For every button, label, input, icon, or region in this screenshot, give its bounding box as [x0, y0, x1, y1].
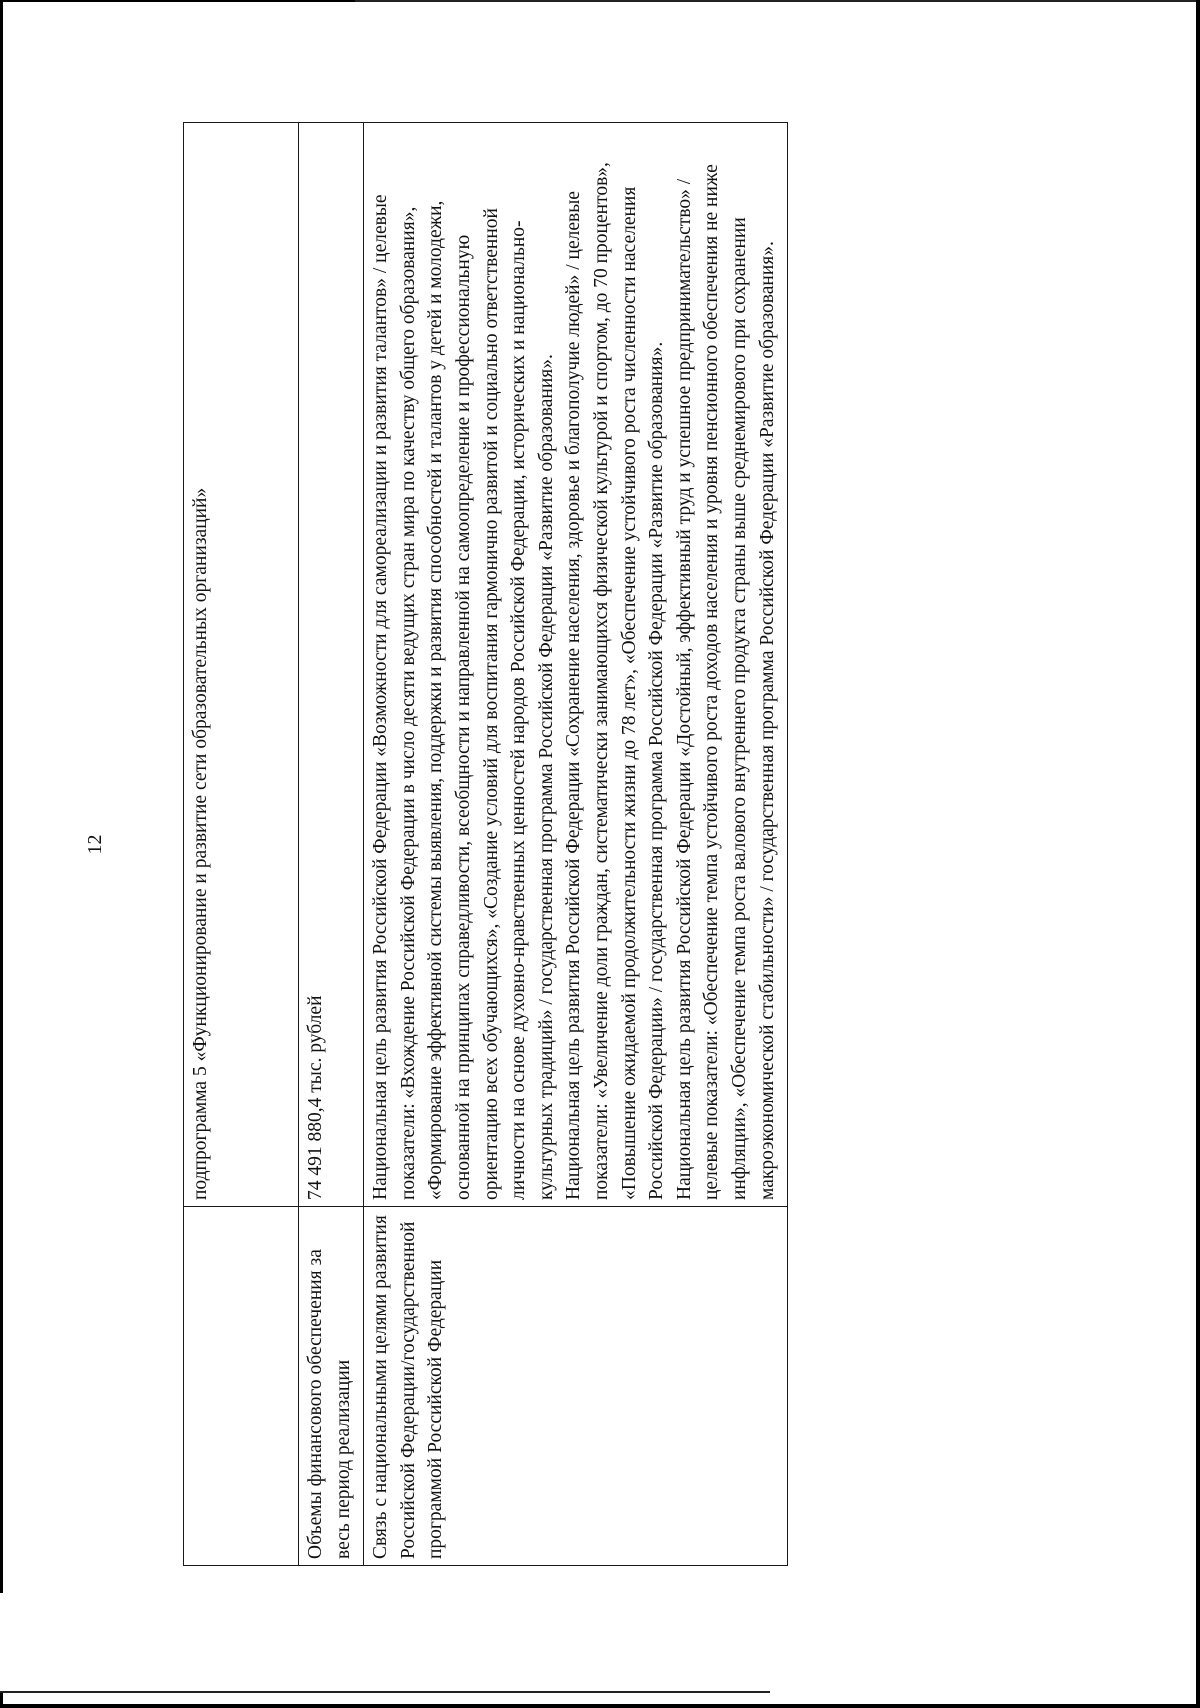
funding-value-cell: 74 491 880,4 тыс. рублей [299, 123, 364, 1207]
funding-label-cell: Объемы финансового обеспечения за весь период реализации [299, 1207, 364, 1566]
table-row [184, 123, 299, 1566]
table-row [364, 123, 788, 1566]
national-goal-paragraph-2: Национальная цель развития Российской Федерации «Сохранение населения, здоровье и благополучие людей» / целевые показатели: «Увеличение доли граждан, систематически занимающихся физической культурой и спортом, до 70 процентов», «Повышение ожидаемой продолжительности жизни до 78 лет», «Обеспечение устойчивого роста численности населения Российской Федерации» / государственная программа Российской Федерации «Развитие образования». [563, 162, 668, 1200]
scan-edge-left [0, 0, 3, 1708]
national-goals-label-cell: Связь с национальными целями развития Российской Федерации/государственной программой Российской Федерации [364, 1207, 788, 1566]
scan-edge-bottom-line [0, 1691, 770, 1693]
national-goals-value-cell [364, 123, 788, 1207]
scan-edge-top-line [355, 0, 1200, 2]
row-label-cell [184, 1207, 299, 1566]
scan-edge-right [1196, 0, 1200, 1708]
table-row [299, 123, 364, 1566]
scan-edge-bottom [0, 1704, 1200, 1708]
national-goal-paragraph-3: Национальная цель развития Российской Федерации «Достойный, эффективный труд и успешное предпринимательство» / целевые показатели: «Обеспечение темпа устойчивого роста доходов населения и уровня пенсионного обеспечения не ниже инфляции», «Обеспечение темпа роста валового внутреннего продукта страны выше среднемирового при сохранении макроэкономической стабильности» / государственная программа Российской Федерации «Развитие образования». [673, 164, 778, 1200]
national-goal-paragraph-1: Национальная цель развития Российской Федерации «Возможности для самореализации и развития талантов» / целевые показатели: «Вхождение Российской Федерации в число десяти ведущих стран мира по качеству общего образования», «Формирование эффективной системы выявления, поддержки и развития способностей и талантов у детей и молодежи, основанной на принципах справедливости, всеобщности и направленной на самоопределение и профессиональную ориентацию всех обучающихся», «Создание условий для воспитания гармонично развитой и социально ответственной личности на основе духовно-нравственных ценностей народов Российской Федерации, исторических и национально-культурных традиций» / государственная программа Российской Федерации «Развитие образования». [370, 194, 557, 1200]
page-number: 12 [84, 834, 106, 855]
rotated-page [84, 123, 961, 1566]
scan-edge-left-gap [0, 1593, 3, 1693]
subprogram-cell: подпрограмма 5 «Функционирование и развитие сети образовательных организаций» [184, 123, 299, 1207]
passport-table [183, 122, 788, 1566]
